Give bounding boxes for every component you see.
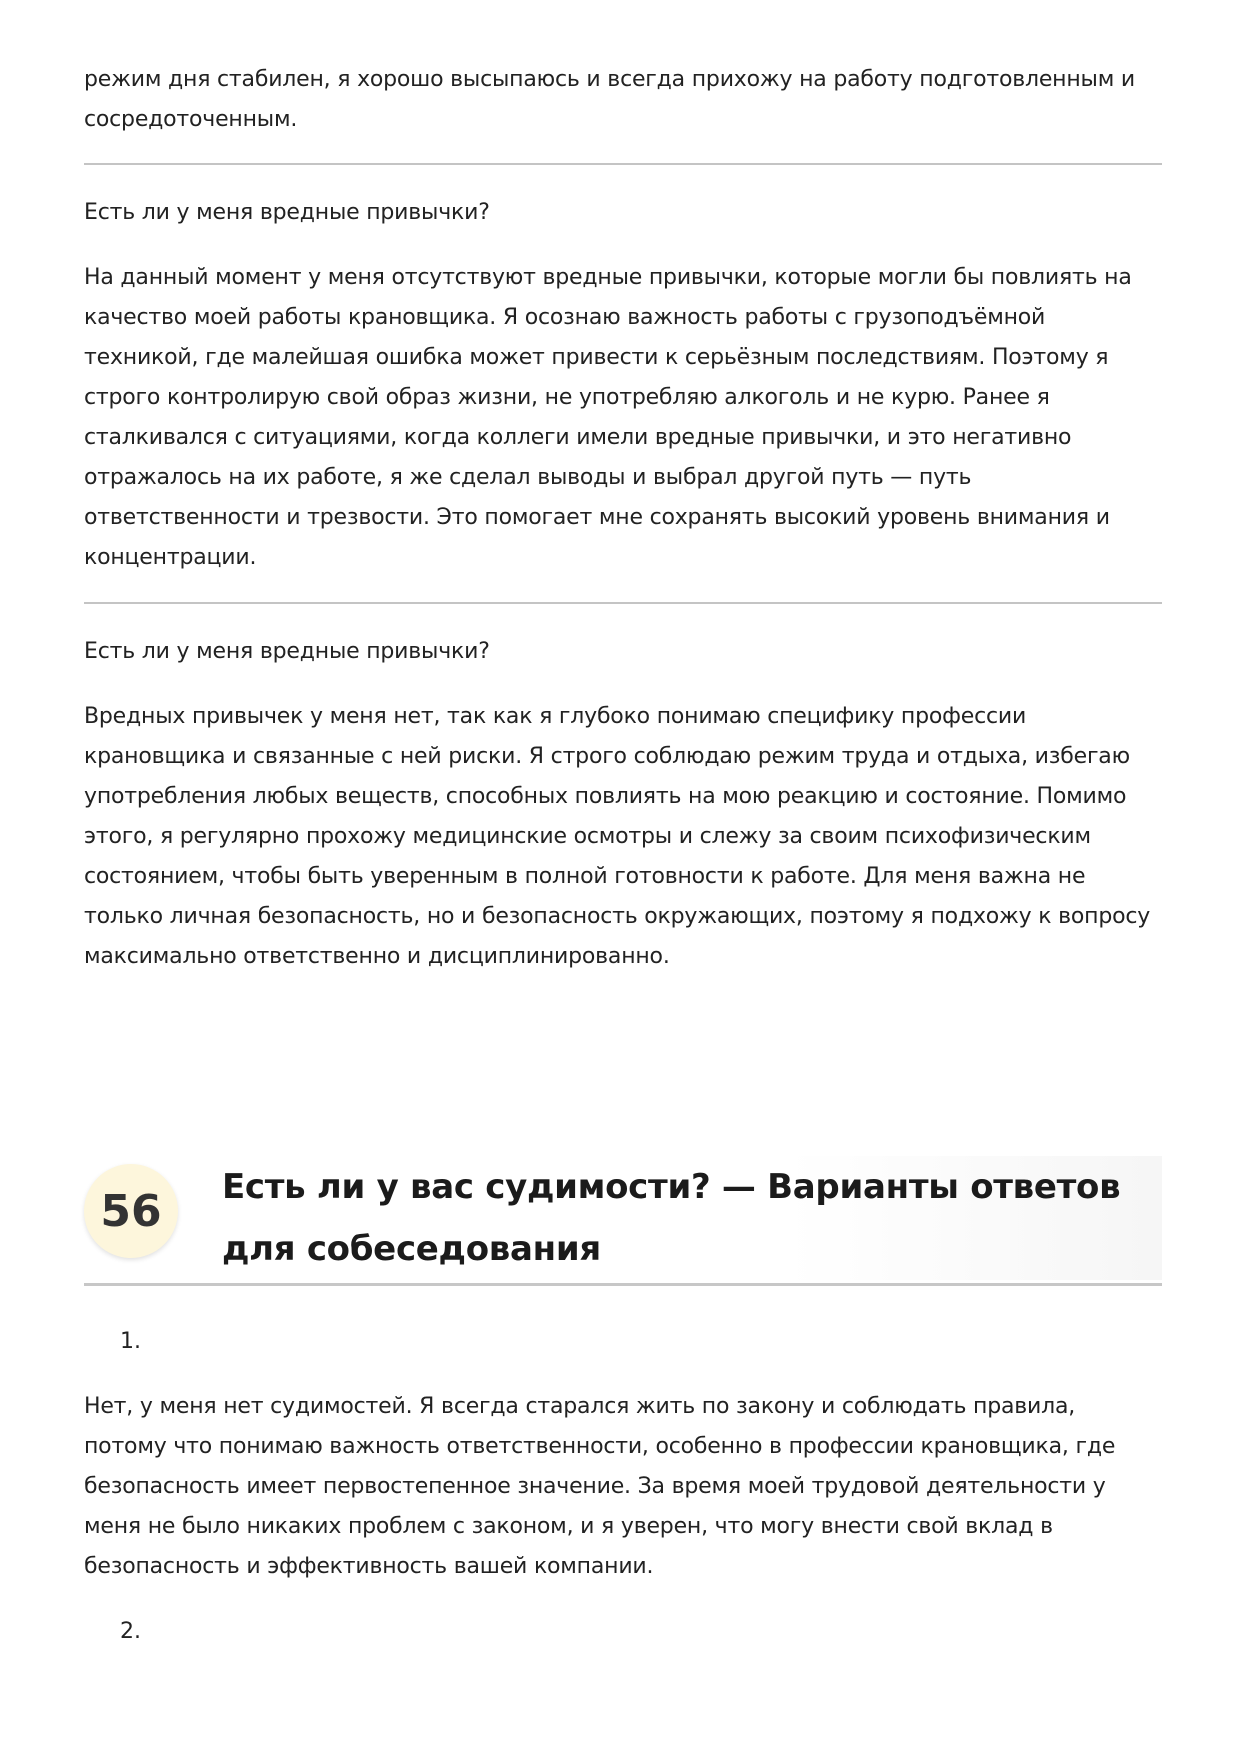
intro-paragraph: режим дня стабилен, я хорошо высыпаюсь и всегда прихожу на работу подготовленным и сосредоточенным. [84, 67, 1135, 132]
answer-paragraph: На данный момент у меня отсутствуют вредные привычки, которые могли бы повлиять на качество моей работы крановщика. Я осознаю важность работы с грузоподъёмной техникой, где малейшая ошибка может привести к серьёзным последствиям. Поэтому я строго контролирую свой образ жизни, не употребляю алкоголь и не курю. Ранее я сталкивался с ситуациями, когда коллеги имели вредные привычки, и это негативно отражалось на их работе, я же сделал выводы и выбрал другой путь — путь ответственности и трезвости. Это помогает мне сохранять высокий уровень внимания и концентрации. [84, 265, 1132, 570]
question-heading: Есть ли у меня вредные привычки? [84, 639, 490, 664]
section-header [84, 1156, 1162, 1284]
question-heading: Есть ли у меня вредные привычки? [84, 200, 490, 225]
list-item-answer: Нет, у меня нет судимостей. Я всегда старался жить по закону и соблюдать правила, потому что понимаю важность ответственности, особенно в профессии крановщика, где безопасность имеет первостепенное значение. За время моей трудовой деятельности у меня не было никаких проблем с законом, и я уверен, что могу внести свой вклад в безопасность и эффективность вашей компании. [84, 1394, 1116, 1579]
section-divider [84, 1283, 1162, 1286]
list-item-number: 1. [120, 1329, 141, 1354]
section-number-badge: 56 [84, 1164, 178, 1258]
answer-paragraph: Вредных привычек у меня нет, так как я глубоко понимаю специфику профессии крановщика и связанные с ней риски. Я строго соблюдаю режим труда и отдыха, избегаю употребления любых веществ, способных повлиять на мою реакцию и состояние. Помимо этого, я регулярно прохожу медицинские осмотры и слежу за своим психофизическим состоянием, чтобы быть уверенным в полной готовности к работе. Для меня важна не только личная безопасность, но и безопасность окружающих, поэтому я подхожу к вопросу максимально ответственно и дисциплинированно. [84, 704, 1151, 969]
section-title-box [222, 1156, 1162, 1280]
divider [84, 602, 1162, 604]
list-item-number: 2. [120, 1619, 141, 1644]
divider [84, 163, 1162, 165]
section-title: Есть ли у вас судимости? — Варианты ответов для собеседования [222, 1167, 1121, 1269]
